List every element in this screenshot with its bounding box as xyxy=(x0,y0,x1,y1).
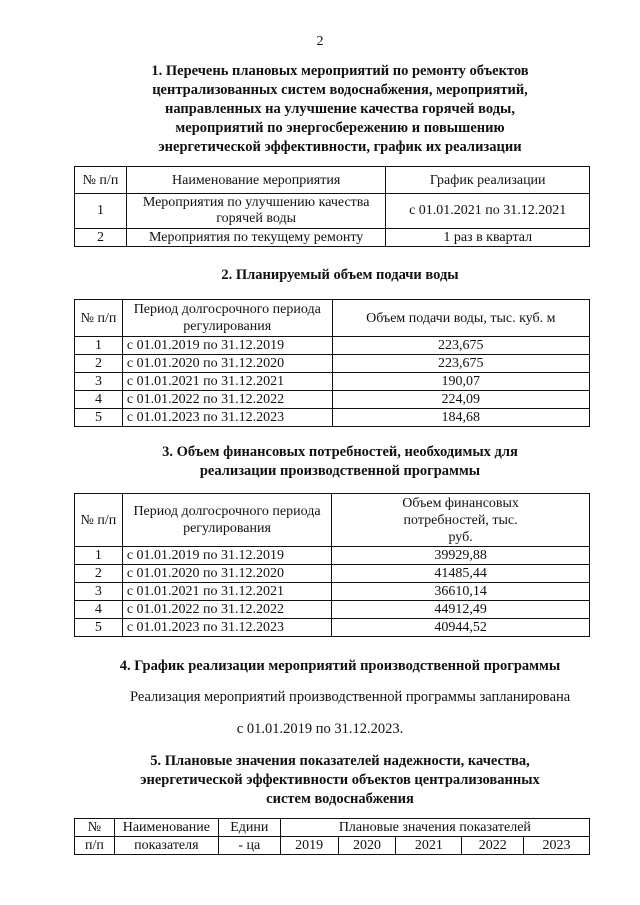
table-row xyxy=(75,583,590,601)
row-num: 1 xyxy=(75,194,127,229)
table-row xyxy=(75,355,590,373)
row-num: 5 xyxy=(75,619,123,637)
row-value: 223,675 xyxy=(332,337,589,355)
row-name: Мероприятия по текущему ремонту xyxy=(126,229,385,247)
row-value: 184,68 xyxy=(332,409,589,427)
col-header-period: Период долгосрочного периода регулирования xyxy=(122,494,331,547)
section1-title-line: 1. Перечень плановых мероприятий по ремонту объектов xyxy=(151,63,529,79)
col-header-volume: Объем подачи воды, тыс. куб. м xyxy=(332,300,589,337)
row-num: 5 xyxy=(75,409,123,427)
section1-title-line: централизованных систем водоснабжения, мероприятий, xyxy=(152,82,528,98)
col-header-unit: Едини xyxy=(218,819,280,837)
col-header-num: п/п xyxy=(75,837,115,855)
section1-table xyxy=(74,166,590,247)
table-row xyxy=(75,409,590,427)
row-schedule: 1 раз в квартал xyxy=(386,229,590,247)
row-num: 1 xyxy=(75,547,123,565)
col-header-period: Период долгосрочного периода регулирования xyxy=(122,300,332,337)
section5-table xyxy=(74,818,590,855)
row-num: 3 xyxy=(75,583,123,601)
section5-title-line: энергетической эффективности объектов централизованных xyxy=(140,772,540,788)
section1-title xyxy=(120,62,560,157)
col-header-year: 2020 xyxy=(338,837,396,855)
page-number: 2 xyxy=(316,34,324,49)
row-num: 4 xyxy=(75,601,123,619)
section4-text-line2: с 01.01.2019 по 31.12.2023. xyxy=(236,721,404,737)
col-header-year: 2022 xyxy=(462,837,524,855)
row-period: с 01.01.2019 по 31.12.2019 xyxy=(122,337,332,355)
row-num: 1 xyxy=(75,337,123,355)
row-period: с 01.01.2022 по 31.12.2022 xyxy=(122,391,332,409)
table-row xyxy=(75,619,590,637)
table-row xyxy=(75,547,590,565)
row-value: 223,675 xyxy=(332,355,589,373)
section1-title-line: направленных на улучшение качества горячей воды, xyxy=(164,101,515,117)
row-period: с 01.01.2020 по 31.12.2020 xyxy=(122,565,331,583)
col-header-num: № п/п xyxy=(75,300,123,337)
section3-table xyxy=(74,493,590,637)
section2-title: 2. Планируемый объем подачи воды xyxy=(221,267,459,283)
col-header-num: № п/п xyxy=(75,494,123,547)
table-row xyxy=(75,601,590,619)
col-header-indicator: Наименование xyxy=(114,819,218,837)
section4-title: 4. График реализации мероприятий производственной программы xyxy=(119,658,561,674)
row-value: 36610,14 xyxy=(332,583,590,601)
row-value: 40944,52 xyxy=(332,619,590,637)
section1-title-line: мероприятий по энергосбережению и повышению xyxy=(175,120,505,136)
row-period: с 01.01.2023 по 31.12.2023 xyxy=(122,619,331,637)
section1-title-line: энергетической эффективности, график их реализации xyxy=(158,139,522,155)
row-period: с 01.01.2019 по 31.12.2019 xyxy=(122,547,331,565)
row-num: 2 xyxy=(75,355,123,373)
row-num: 2 xyxy=(75,229,127,247)
table-row xyxy=(75,373,590,391)
row-period: с 01.01.2022 по 31.12.2022 xyxy=(122,601,331,619)
section5-title xyxy=(90,752,590,809)
row-schedule: с 01.01.2021 по 31.12.2021 xyxy=(386,194,590,229)
table-row xyxy=(75,229,590,247)
row-period: с 01.01.2021 по 31.12.2021 xyxy=(122,373,332,391)
col-header-name: Наименование мероприятия xyxy=(126,167,385,194)
row-value: 44912,49 xyxy=(332,601,590,619)
row-value: 41485,44 xyxy=(332,565,590,583)
row-num: 4 xyxy=(75,391,123,409)
section2-table xyxy=(74,299,590,427)
row-value: 190,07 xyxy=(332,373,589,391)
table-row xyxy=(75,337,590,355)
col-header-schedule: График реализации xyxy=(386,167,590,194)
col-header-year: 2021 xyxy=(396,837,462,855)
col-header-finance: Объем финансовых потребностей, тыс. руб. xyxy=(332,494,590,547)
section5-title-line: 5. Плановые значения показателей надежности, качества, xyxy=(150,753,530,769)
section3-title-line: реализации производственной программы xyxy=(199,463,481,479)
col-header-num: № xyxy=(75,819,115,837)
col-header-num: № п/п xyxy=(75,167,127,194)
col-header-indicator: показателя xyxy=(114,837,218,855)
row-period: с 01.01.2023 по 31.12.2023 xyxy=(122,409,332,427)
section5-title-line: систем водоснабжения xyxy=(266,791,414,807)
col-header-unit: - ца xyxy=(218,837,280,855)
section3-title-line: 3. Объем финансовых потребностей, необходимых для xyxy=(162,444,518,460)
table-row xyxy=(75,565,590,583)
table-row xyxy=(75,194,590,229)
row-period: с 01.01.2021 по 31.12.2021 xyxy=(122,583,331,601)
col-header-planned: Плановые значения показателей xyxy=(280,819,589,837)
row-value: 224,09 xyxy=(332,391,589,409)
section3-title xyxy=(120,443,560,481)
row-name: Мероприятия по улучшению качества горячей воды xyxy=(126,194,385,229)
row-num: 3 xyxy=(75,373,123,391)
row-num: 2 xyxy=(75,565,123,583)
col-header-year: 2023 xyxy=(524,837,590,855)
section4-text-line1: Реализация мероприятий производственной программы запланирована xyxy=(130,689,571,705)
row-value: 39929,88 xyxy=(332,547,590,565)
col-header-year: 2019 xyxy=(280,837,338,855)
row-period: с 01.01.2020 по 31.12.2020 xyxy=(122,355,332,373)
table-row xyxy=(75,391,590,409)
